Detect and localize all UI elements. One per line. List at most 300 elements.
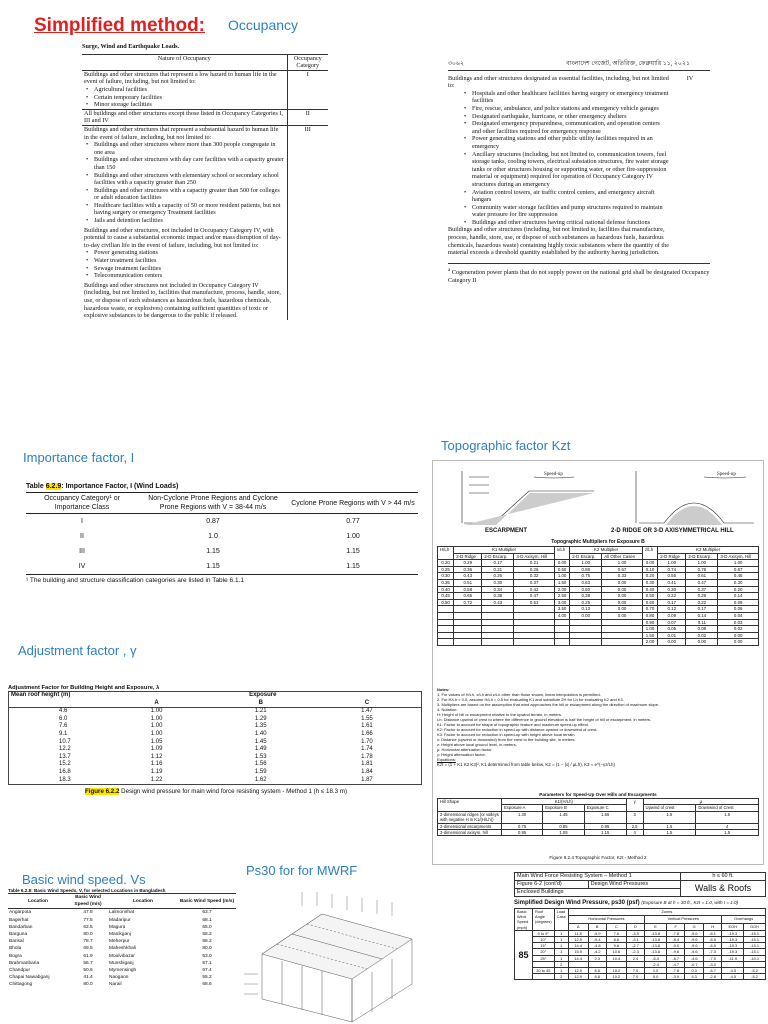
gazette-header bbox=[448, 60, 710, 71]
table-cell: 0.04 bbox=[718, 612, 759, 619]
table-cell: 68.6 bbox=[202, 982, 212, 988]
note-line: γ: Height attenuation factor. bbox=[437, 752, 486, 757]
table-row bbox=[438, 606, 759, 613]
table-cell bbox=[514, 626, 555, 633]
note-line: 2. For H/Lh > 0.5, assume H/Lh = 0.5 for evaluating K1 and substitute 2H for Lh for evaluating K2 and K3. bbox=[437, 697, 624, 702]
table-cell: -9.6 bbox=[685, 949, 703, 955]
table-cell: 0.55 bbox=[658, 573, 686, 580]
table-row bbox=[9, 716, 422, 724]
table-cell: Chapai Nawabganj bbox=[9, 975, 50, 981]
col-header-category: Occupancy Category bbox=[287, 54, 328, 70]
table-cell: 0.11 bbox=[686, 619, 718, 626]
table-cell: 0 to 5° bbox=[533, 930, 555, 936]
table-row bbox=[515, 974, 766, 980]
table-cell: 0.00 bbox=[602, 579, 643, 586]
table-cell: 1.00 bbox=[554, 573, 569, 580]
ps30-label: Ps30 for for MWRF bbox=[246, 863, 358, 878]
table-cell: -3.1 bbox=[626, 937, 644, 943]
note-line: 4. Notation: bbox=[437, 707, 458, 712]
table-cell: 1.05 bbox=[543, 830, 585, 836]
table-cell: 1.74 bbox=[361, 746, 373, 753]
table-cell: Barisal bbox=[9, 939, 24, 945]
topographic-multiplier-table: H/Lh K1 Multiplier x/Lh K2 Multiplier z/Lh K3 Multiplier 2-D Ridge 2-D Escarp. 3-D Axisym. Hill 2-D Escarp. All Other Cases 2-D Ridge 2-D Escarp. 3-D Axisym. Hill 0.20 0.29 0.17 0.21 0.00 1.00 1.00 0.00 1.00 1.00 1.00 0.25 0.36 0.21 0.26 0.50 0.88 0.67 0.10 0.74 0.78 0.67 0.30 0.43 0.26 0.32 1.00 0.75 0.33 0.20 0.55 0.61 0.45 0.35 0.51 0.30 0.37 1.50 0.63 0.00 0.30 0.41 0.47 0.30 0.40 0.58 0.34 0.42 2.00 0.50 0.00 0.40 0.30 0.37 0.20 0.45 0.65 0.38 0.47 2.50 0.38 0.00 0.50 0.22 0.29 0.14 0.50 0.72 0.43 0.53 3.00 0.25 0.00 0.60 0.17 0.22 0.09 3.50 0.13 0.00 0.70 0.12 0.17 0.06 4.00 0.00 0.00 0.80 0.09 0.14 0.04 0.90 0.07 0.11 0.03 1.00 0.05 0.08 0.02 1.50 0.01 0.02 0.00 2.00 0.00 0.00 0.00 bbox=[437, 546, 759, 646]
table-cell: 1.00 bbox=[718, 560, 759, 567]
table-cell bbox=[482, 639, 514, 646]
table-cell: 0.34 bbox=[482, 586, 514, 593]
table-cell: 85 bbox=[515, 930, 533, 980]
note-line: μ: Horizontal attenuation factor. bbox=[437, 747, 493, 752]
col-header: Non-Cyclone Prone Regions and Cyclone Prone Regions with V = 38-44 m/s bbox=[148, 495, 278, 511]
table-cell: -5.2 bbox=[744, 974, 766, 980]
table-cell: 1.5 bbox=[696, 811, 759, 823]
table-cell: 0.17 bbox=[482, 560, 514, 567]
table-cell: 0.26 bbox=[514, 566, 555, 573]
table-cell bbox=[454, 639, 482, 646]
table-row bbox=[9, 708, 422, 716]
table-cell: 1.50 bbox=[554, 579, 569, 586]
topographic-notes: Notes: 1. For values of H/Lh, x/Lh and z/Lh other than those shown, linear interpolation is permitted. 2. For H/Lh > 0.5, assume H/Lh = 0.5 for evaluating K1 and substitute 2H for Lh for evaluating K2 and K3. 3. Multipliers are based on the assumption that wind approaches the hill or escarpment along the direction of maximum slope. 4. Notation: H: Height of hill or escarpment relative to the upwind terrain, in meters. Lh: Distance upwind of crest to where the difference in ground elevation is half the height of hill or escarpment, in meters. K1: Factor to account for shape of topographic feature and maximum speed-up effect. K2: Factor to account for reduction in speed-up with distance upwind or downwind of crest. K3: Factor to account for reduction in speed-up with height above local terrain. x: Distance (upwind or downwind) from the crest to the building site, in meters. z: Height above local ground level, in meters. μ: Horizontal attenuation factor. γ: Height attenuation factor. Equations: Kzt = (1 + K1 K2 K3)², K1 determined from table below, K2 = (1 − |x| / μLh), K3 = e^(−γz/Lh) bbox=[437, 687, 759, 767]
list-item: • Power generating stations bbox=[84, 249, 285, 257]
table-cell: 1.00 bbox=[150, 723, 163, 730]
table-cell: G bbox=[685, 923, 703, 930]
table-cell: 0.40 bbox=[642, 586, 657, 593]
table-cell: 0.42 bbox=[514, 586, 555, 593]
table-cell: 0.51 bbox=[454, 579, 482, 586]
table-cell: Bhola bbox=[9, 946, 22, 952]
ridge-label: 2-D RIDGE OR 3-D AXISYMMETRICAL HILL bbox=[611, 528, 734, 534]
basic-wind-speed-label: Basic wind speed. Vs bbox=[22, 872, 146, 887]
table-cell: F bbox=[667, 923, 685, 930]
col-header: Cyclone Prone Regions with V > 44 m/s bbox=[291, 499, 415, 507]
table-cell: 0.20 bbox=[642, 573, 657, 580]
table-cell: -11.9 bbox=[722, 955, 744, 961]
table-cell: 0.80 bbox=[642, 612, 657, 619]
table-cell: 14.4 bbox=[568, 955, 588, 961]
table-cell: 0.40 bbox=[438, 586, 454, 593]
table-cell: 0.21 bbox=[514, 560, 555, 567]
table-cell: 0.02 bbox=[718, 626, 759, 633]
table-row bbox=[438, 599, 759, 606]
table-cell bbox=[454, 606, 482, 613]
table-cell: -2.7 bbox=[626, 943, 644, 949]
table-cell: 0.90 bbox=[642, 619, 657, 626]
table-cell: 0.25 bbox=[438, 566, 454, 573]
note-line: K1: Factor to account for shape of topographic feature and maximum speed-up effect. bbox=[437, 722, 589, 727]
table-cell bbox=[454, 632, 482, 639]
table-cell: 0.53 bbox=[514, 599, 555, 606]
table-cell: 1.78 bbox=[361, 753, 373, 760]
occupancy-table-page-left bbox=[82, 43, 330, 415]
table-cell: 1.00 bbox=[570, 560, 602, 567]
table-cell: Manikganj bbox=[109, 932, 131, 938]
table-cell: 0.30 bbox=[642, 579, 657, 586]
table-cell: 1.47 bbox=[361, 708, 373, 715]
adjustment-factor-label: Adjustment factor , γ bbox=[18, 643, 137, 658]
table-cell: 5.0 bbox=[645, 974, 667, 980]
table-cell: 10.2 bbox=[606, 974, 626, 980]
bullet-list bbox=[84, 249, 285, 279]
table-cell bbox=[602, 639, 643, 646]
table-cell: 0.74 bbox=[658, 566, 686, 573]
table-cell bbox=[514, 612, 555, 619]
table-cell: 8.8 bbox=[588, 968, 606, 974]
row-text: Buildings and other structures (including, but not limited to, facilities that manufacture, process, handle, store, use, or dispose of such substances as hazardous fuels, hazardous chemicals, hazardous waste) containing highly toxic substances where the quantity of the material exceeds a threshold quantity established by the authority having jurisdiction. bbox=[448, 226, 669, 257]
table-cell: 0.75 bbox=[502, 823, 543, 829]
table-cell: 0.60 bbox=[642, 599, 657, 606]
table-cell: 0.50 bbox=[642, 593, 657, 600]
table-row bbox=[8, 924, 236, 931]
table-cell bbox=[602, 632, 643, 639]
table-cell: 0.00 bbox=[602, 586, 643, 593]
table-cell: 56.7 bbox=[83, 960, 93, 966]
table-cell: 0.45 bbox=[718, 573, 759, 580]
table-cell: 0.36 bbox=[454, 566, 482, 573]
table-cell: 58.2 bbox=[202, 932, 212, 938]
table-cell: -2.4 bbox=[645, 961, 667, 967]
table-cell: -13.8 bbox=[645, 930, 667, 936]
table-cell: Mymensingh bbox=[109, 968, 137, 974]
list-item: • Buildings and other structures with day care facilities with a capacity greater than 150 bbox=[84, 156, 285, 171]
table-cell: -19.3 bbox=[722, 930, 744, 936]
table-cell: 1.66 bbox=[361, 730, 373, 737]
table-row bbox=[9, 723, 422, 731]
note-line: 1. For values of H/Lh, x/Lh and z/Lh other than those shown, linear interpolation is permitted. bbox=[437, 692, 601, 697]
table-cell: 0.25 bbox=[570, 599, 602, 606]
table-cell: 1.45 bbox=[543, 811, 585, 823]
table-cell: 0.3 bbox=[685, 968, 703, 974]
table-cell: 6.0 bbox=[59, 715, 68, 722]
page-title: Simplified method: bbox=[34, 15, 205, 36]
figure-caption: Figure 6.2.4 Topographic Factor, Kzt - Method 2 bbox=[549, 855, 647, 860]
table-cell: 0.85 bbox=[543, 823, 585, 829]
table-cell: 10.7 bbox=[59, 738, 71, 745]
table-row bbox=[9, 761, 422, 769]
table-cell: GOH bbox=[744, 923, 766, 930]
table-cell: 3 bbox=[626, 811, 643, 823]
table-cell: 15.9 bbox=[568, 949, 588, 955]
table-cell: 0.14 bbox=[718, 593, 759, 600]
table-cell: 0.09 bbox=[718, 599, 759, 606]
list-item: • Hospitals and other healthcare facilities having surgery or emergency treatment facilities bbox=[462, 90, 670, 105]
building-zones-diagram bbox=[242, 884, 430, 1024]
table-cell: 53.0 bbox=[202, 953, 212, 959]
table-cell: Madaripur bbox=[109, 917, 131, 923]
table-cell: 25° bbox=[533, 955, 555, 961]
table-cell: 12.2 bbox=[59, 746, 71, 753]
table-row bbox=[438, 632, 759, 639]
table-cell: 1.55 bbox=[361, 715, 373, 722]
bullet-list bbox=[84, 86, 285, 109]
table-cell: 1 bbox=[554, 930, 568, 936]
note-line: z: Height above local ground level, in meters. bbox=[437, 742, 517, 747]
table-cell: -4.5 bbox=[722, 974, 744, 980]
table-cell: -9.6 bbox=[685, 937, 703, 943]
table-cell: 0.03 bbox=[718, 619, 759, 626]
table-row bbox=[9, 739, 422, 747]
table-cell: -9.6 bbox=[685, 930, 703, 936]
table-cell: 0.37 bbox=[686, 586, 718, 593]
row-text: Buildings and other structures designated as essential facilities, including, but not limited to: bbox=[448, 74, 669, 90]
table-cell: 0.01 bbox=[658, 632, 686, 639]
category-iv-block bbox=[448, 75, 710, 257]
table-cell: 0.02 bbox=[686, 632, 718, 639]
table-cell bbox=[514, 619, 555, 626]
col-header-nature: Nature of Occupancy bbox=[82, 54, 287, 70]
table-cell: 0.00 bbox=[718, 639, 759, 646]
list-item: • Agricultural facilities bbox=[84, 86, 285, 94]
table-cell bbox=[533, 974, 555, 980]
table-row bbox=[9, 754, 422, 762]
table-cell: 7.6 bbox=[606, 930, 626, 936]
table-cell: 0.43 bbox=[454, 573, 482, 580]
table-cell bbox=[554, 626, 569, 633]
table-cell: 3-dimensional axisym. hill bbox=[438, 830, 502, 836]
table-cell: 1 bbox=[554, 949, 568, 955]
table-cell: 0.30 bbox=[438, 573, 454, 580]
table-cell: -15.1 bbox=[744, 930, 766, 936]
table-cell bbox=[514, 639, 555, 646]
adjustment-table bbox=[8, 691, 422, 785]
table-cell: 3.00 bbox=[554, 599, 569, 606]
table-cell: 0.30 bbox=[718, 579, 759, 586]
table-cell: 18.3 bbox=[59, 776, 71, 783]
table-cell: 1 bbox=[554, 955, 568, 961]
table-row bbox=[438, 560, 759, 567]
table-cell: -4.6 bbox=[685, 955, 703, 961]
table-cell: Bogra bbox=[9, 953, 22, 959]
table-cell: 55.2 bbox=[202, 975, 212, 981]
col-header: Exposure bbox=[249, 692, 277, 698]
table-title: Table 6.2.8: Basic Wind Speeds, V, for selected Locations in Bangladesh bbox=[8, 888, 166, 893]
table-cell: 20° bbox=[533, 949, 555, 955]
table-row bbox=[438, 811, 759, 823]
table-cell: -2.3 bbox=[626, 949, 644, 955]
table-cell: 67.4 bbox=[202, 968, 212, 974]
table-cell: 1.22 bbox=[150, 776, 163, 783]
table-cell: 0.65 bbox=[454, 593, 482, 600]
table-cell: Narail bbox=[109, 982, 122, 988]
table-row bbox=[8, 931, 236, 938]
table-cell: -6.9 bbox=[703, 943, 721, 949]
table-cell: 0.29 bbox=[686, 593, 718, 600]
table-cell: 69.5 bbox=[83, 946, 93, 952]
category-value: IV bbox=[686, 74, 694, 82]
table-cell: 14.4 bbox=[568, 943, 588, 949]
adjustment-table-block bbox=[8, 685, 424, 795]
table-cell: -4.7 bbox=[667, 961, 685, 967]
category-value: I bbox=[287, 70, 328, 109]
table-cell: B bbox=[588, 923, 606, 930]
table-cell: -9.6 bbox=[667, 949, 685, 955]
table-cell: 2.00 bbox=[554, 586, 569, 593]
table-cell: Munshiganj bbox=[109, 960, 134, 966]
table-cell: Meherpur bbox=[109, 939, 130, 945]
table-cell: 1.49 bbox=[254, 746, 267, 753]
table-cell: 30 to 45 bbox=[533, 968, 555, 974]
table-cell: 2.5 bbox=[626, 823, 643, 829]
table-cell bbox=[482, 632, 514, 639]
table-cell: 1.5 bbox=[643, 811, 696, 823]
table-row bbox=[438, 573, 759, 580]
table-cell: 0.00 bbox=[642, 560, 657, 567]
table-cell: -6.1 bbox=[703, 930, 721, 936]
table-cell: -8.4 bbox=[667, 937, 685, 943]
table-cell: 1.29 bbox=[254, 715, 267, 722]
table-cell: 1.12 bbox=[150, 753, 163, 760]
table-cell: -7.8 bbox=[667, 968, 685, 974]
table-cell: 4 bbox=[626, 830, 643, 836]
table-cell: 0.10 bbox=[642, 566, 657, 573]
note-line: Lh: Distance upwind of crest to where the difference in ground elevation is half the height of hill or escarpment, in meters. bbox=[437, 717, 652, 722]
table-cell: 8.6 bbox=[606, 937, 626, 943]
list-item: • Designated emergency preparedness, communication, and operation centers and other facilities required for emergency response bbox=[462, 120, 670, 135]
table-cell bbox=[570, 626, 602, 633]
table-cell: H bbox=[703, 923, 721, 930]
table-row bbox=[438, 579, 759, 586]
row-text: Buildings and other structures that represent a low hazard to human life in the event of failure, including, but not limited to: bbox=[84, 70, 277, 86]
table-cell: 77.5 bbox=[83, 917, 93, 923]
table-row: I 0.87 0.77 bbox=[81, 518, 360, 525]
importance-table bbox=[26, 492, 418, 575]
table-cell: 1.00 bbox=[658, 560, 686, 567]
table-cell: 1.40 bbox=[254, 730, 267, 737]
table-cell: 61.9 bbox=[83, 953, 93, 959]
table-cell: 4 bbox=[696, 823, 759, 829]
table-cell bbox=[438, 612, 454, 619]
table-cell: -19.3 bbox=[722, 943, 744, 949]
importance-factor-label: Importance factor, I bbox=[23, 450, 135, 465]
basic-wind-speed-table-block bbox=[8, 888, 238, 989]
table-cell: 1.70 bbox=[361, 738, 373, 745]
table-cell: 0.12 bbox=[658, 606, 686, 613]
table-cell bbox=[454, 619, 482, 626]
table-cell: 1.5 bbox=[643, 823, 696, 829]
table-cell: 2 bbox=[554, 974, 568, 980]
table-cell: 63.7 bbox=[202, 910, 212, 916]
table-cell: 0.00 bbox=[686, 639, 718, 646]
table-cell: Maheshkhali bbox=[109, 946, 136, 952]
table-cell: 1.5 bbox=[643, 830, 696, 836]
table-cell: 4.3 bbox=[685, 974, 703, 980]
occupancy-label: Occupancy bbox=[228, 17, 299, 33]
table-cell: 65.0 bbox=[202, 924, 212, 930]
table-cell: 7.0 bbox=[626, 974, 644, 980]
table-cell: E bbox=[645, 923, 667, 930]
table-cell bbox=[454, 626, 482, 633]
table-cell: Naogaon bbox=[109, 975, 129, 981]
table-row bbox=[8, 917, 236, 924]
table-cell: 0.45 bbox=[438, 593, 454, 600]
table-cell: 1.00 bbox=[150, 715, 163, 722]
table-cell: -8.7 bbox=[667, 955, 685, 961]
table-cell: 2 bbox=[554, 961, 568, 967]
table-cell: 1.00 bbox=[150, 730, 163, 737]
table-row bbox=[438, 612, 759, 619]
figure-caption: Figure 6.2.2 Design wind pressure for main wind force resisting system - Method 1 (h ≤ 18.3 m) bbox=[85, 788, 347, 796]
table-cell: D bbox=[626, 923, 644, 930]
table-cell bbox=[482, 619, 514, 626]
table-cell: Barguna bbox=[9, 932, 28, 938]
table-cell: Chittagong bbox=[9, 982, 33, 988]
table-cell: 1.21 bbox=[254, 708, 267, 715]
list-item: • Certain temporary facilities bbox=[84, 94, 285, 102]
table-cell: 0.38 bbox=[570, 593, 602, 600]
table-row bbox=[9, 777, 422, 785]
table-cell: 0.29 bbox=[454, 560, 482, 567]
table-cell: -9.0 bbox=[667, 943, 685, 949]
table-row: II 1.0 1.00 bbox=[80, 533, 360, 540]
table-cell: -19.3 bbox=[722, 937, 744, 943]
table-row bbox=[9, 731, 422, 739]
table-cell: 0.67 bbox=[718, 566, 759, 573]
table-cell: -0.7 bbox=[685, 961, 703, 967]
note-line: K3: Factor to account for reduction in speed-up with height above local terrain. bbox=[437, 732, 576, 737]
table-cell: -3.9 bbox=[667, 974, 685, 980]
table-row bbox=[8, 960, 236, 967]
topographic-figure-page bbox=[432, 460, 764, 865]
table-cell: -7.3 bbox=[703, 949, 721, 955]
table-cell: 1.16 bbox=[150, 761, 163, 768]
table-cell: 1.00 bbox=[686, 560, 718, 567]
table-cell: 0.00 bbox=[570, 612, 602, 619]
col-header: Occupancy Category¹ or Importance Class bbox=[44, 495, 120, 511]
table-cell: 1.81 bbox=[361, 761, 373, 768]
footnote: ¹ The building and structure classification categories are listed in Table 6.1.1 bbox=[26, 577, 244, 584]
table-cell: 1.50 bbox=[642, 632, 657, 639]
row-text: Buildings and other structures not included in Occupancy Category IV (including, but not limited to, facilities that manufacture, process, handle, store, use, or dispose of such substances as hazardous fuels, hazardous chemicals, hazardous waste, or explosives) containing sufficient quantities of toxic or explosive substances to be dangerous to the public if released. bbox=[84, 281, 281, 320]
table-cell: -6.7 bbox=[703, 968, 721, 974]
row-text: All buildings and other structures except those listed in Occupancy Categories I, III and IV bbox=[82, 109, 287, 125]
table-cell: 1.45 bbox=[254, 738, 267, 745]
table-cell: -9.6 bbox=[685, 943, 703, 949]
occupancy-table-page-right bbox=[448, 60, 710, 395]
table-cell: 0.41 bbox=[658, 579, 686, 586]
table-cell bbox=[438, 639, 454, 646]
note-line: H: Height of hill or escarpment relative to the upwind terrain, in meters. bbox=[437, 712, 562, 717]
table-cell: 1 bbox=[554, 943, 568, 949]
table-cell: Angarpota bbox=[9, 910, 32, 916]
list-item: • Water treatment facilities bbox=[84, 257, 285, 265]
table-cell: 1.15 bbox=[584, 830, 626, 836]
table-cell: 0.13 bbox=[570, 606, 602, 613]
table-cell: 0.22 bbox=[658, 593, 686, 600]
list-item: • Buildings and other structures with a capacity greater than 500 for colleges or adult education facilities bbox=[84, 187, 285, 202]
table-cell: 0.30 bbox=[658, 586, 686, 593]
table-cell: -6.4 bbox=[645, 955, 667, 961]
table-cell: 0.50 bbox=[554, 566, 569, 573]
table-cell: -15.1 bbox=[744, 937, 766, 943]
table-cell: 0.00 bbox=[602, 606, 643, 613]
table-cell: 0.09 bbox=[658, 612, 686, 619]
table-cell: 10° bbox=[533, 937, 555, 943]
ps30-table: Basic Wind Speed (mph) Roof Angle (degrees) Load Case Zones Horizontal Pressures Vertical Pressures Overhangs A B C D E F G H EOH GOH 85 0 to 5° 1 11.5 -5.9 7.6 -3.5 -13.8 -7.8 -9.6 -6.1 -19.3 -15.1 10° 1 12.9 -5.4 8.6 -3.1 -13.8 -8.4 -9.6 -6.5 -19.3 -15.1 15° 1 14.4 -4.8 9.6 -2.7 -13.8 -9.0 -9.6 -6.9 -19.3 -15.1 20° 1 15.9 -4.2 10.6 -2.3 -13.8 -9.6 -9.6 -7.3 -19.3 -15.1 25° 1 14.4 2.3 10.4 2.4 -6.4 -8.7 -4.6 -7.0 -11.9 -10.1 2 -2.4 -4.7 -0.7 -3.0 30 to 45 1 12.9 8.8 10.2 7.0 1.0 -7.8 0.3 -6.7 -4.5 -5.2 2 12.9 8.8 10.2 7.0 5.0 -3.9 4.3 -2.8 -4.5 -5.2 bbox=[514, 908, 766, 980]
table-cell: 1.5 bbox=[696, 830, 759, 836]
table-cell: 16.8 bbox=[59, 768, 71, 775]
table-cell: 1.05 bbox=[150, 738, 163, 745]
list-item: • Ancillary structures (including, but not limited to, communication towers, fuel storage tanks, cooling towers, electrical substation structures, fire water storage tanks or other structures housing or supporting water, or other fire-suppression material or equipment) required for operation of Occupancy Category IV structures during an emergency bbox=[462, 151, 670, 189]
table-cell: 0.50 bbox=[570, 586, 602, 593]
table-cell: 50.6 bbox=[83, 968, 93, 974]
table-cell bbox=[554, 619, 569, 626]
table-cell: -7.0 bbox=[703, 955, 721, 961]
table-cell: 11.5 bbox=[568, 930, 588, 936]
table-cell: 0.26 bbox=[482, 573, 514, 580]
table-cell: 9.1 bbox=[59, 730, 68, 737]
table-cell: 0.88 bbox=[570, 566, 602, 573]
table-cell: 80.0 bbox=[202, 946, 212, 952]
table-row bbox=[8, 974, 236, 981]
table-row bbox=[8, 909, 236, 917]
